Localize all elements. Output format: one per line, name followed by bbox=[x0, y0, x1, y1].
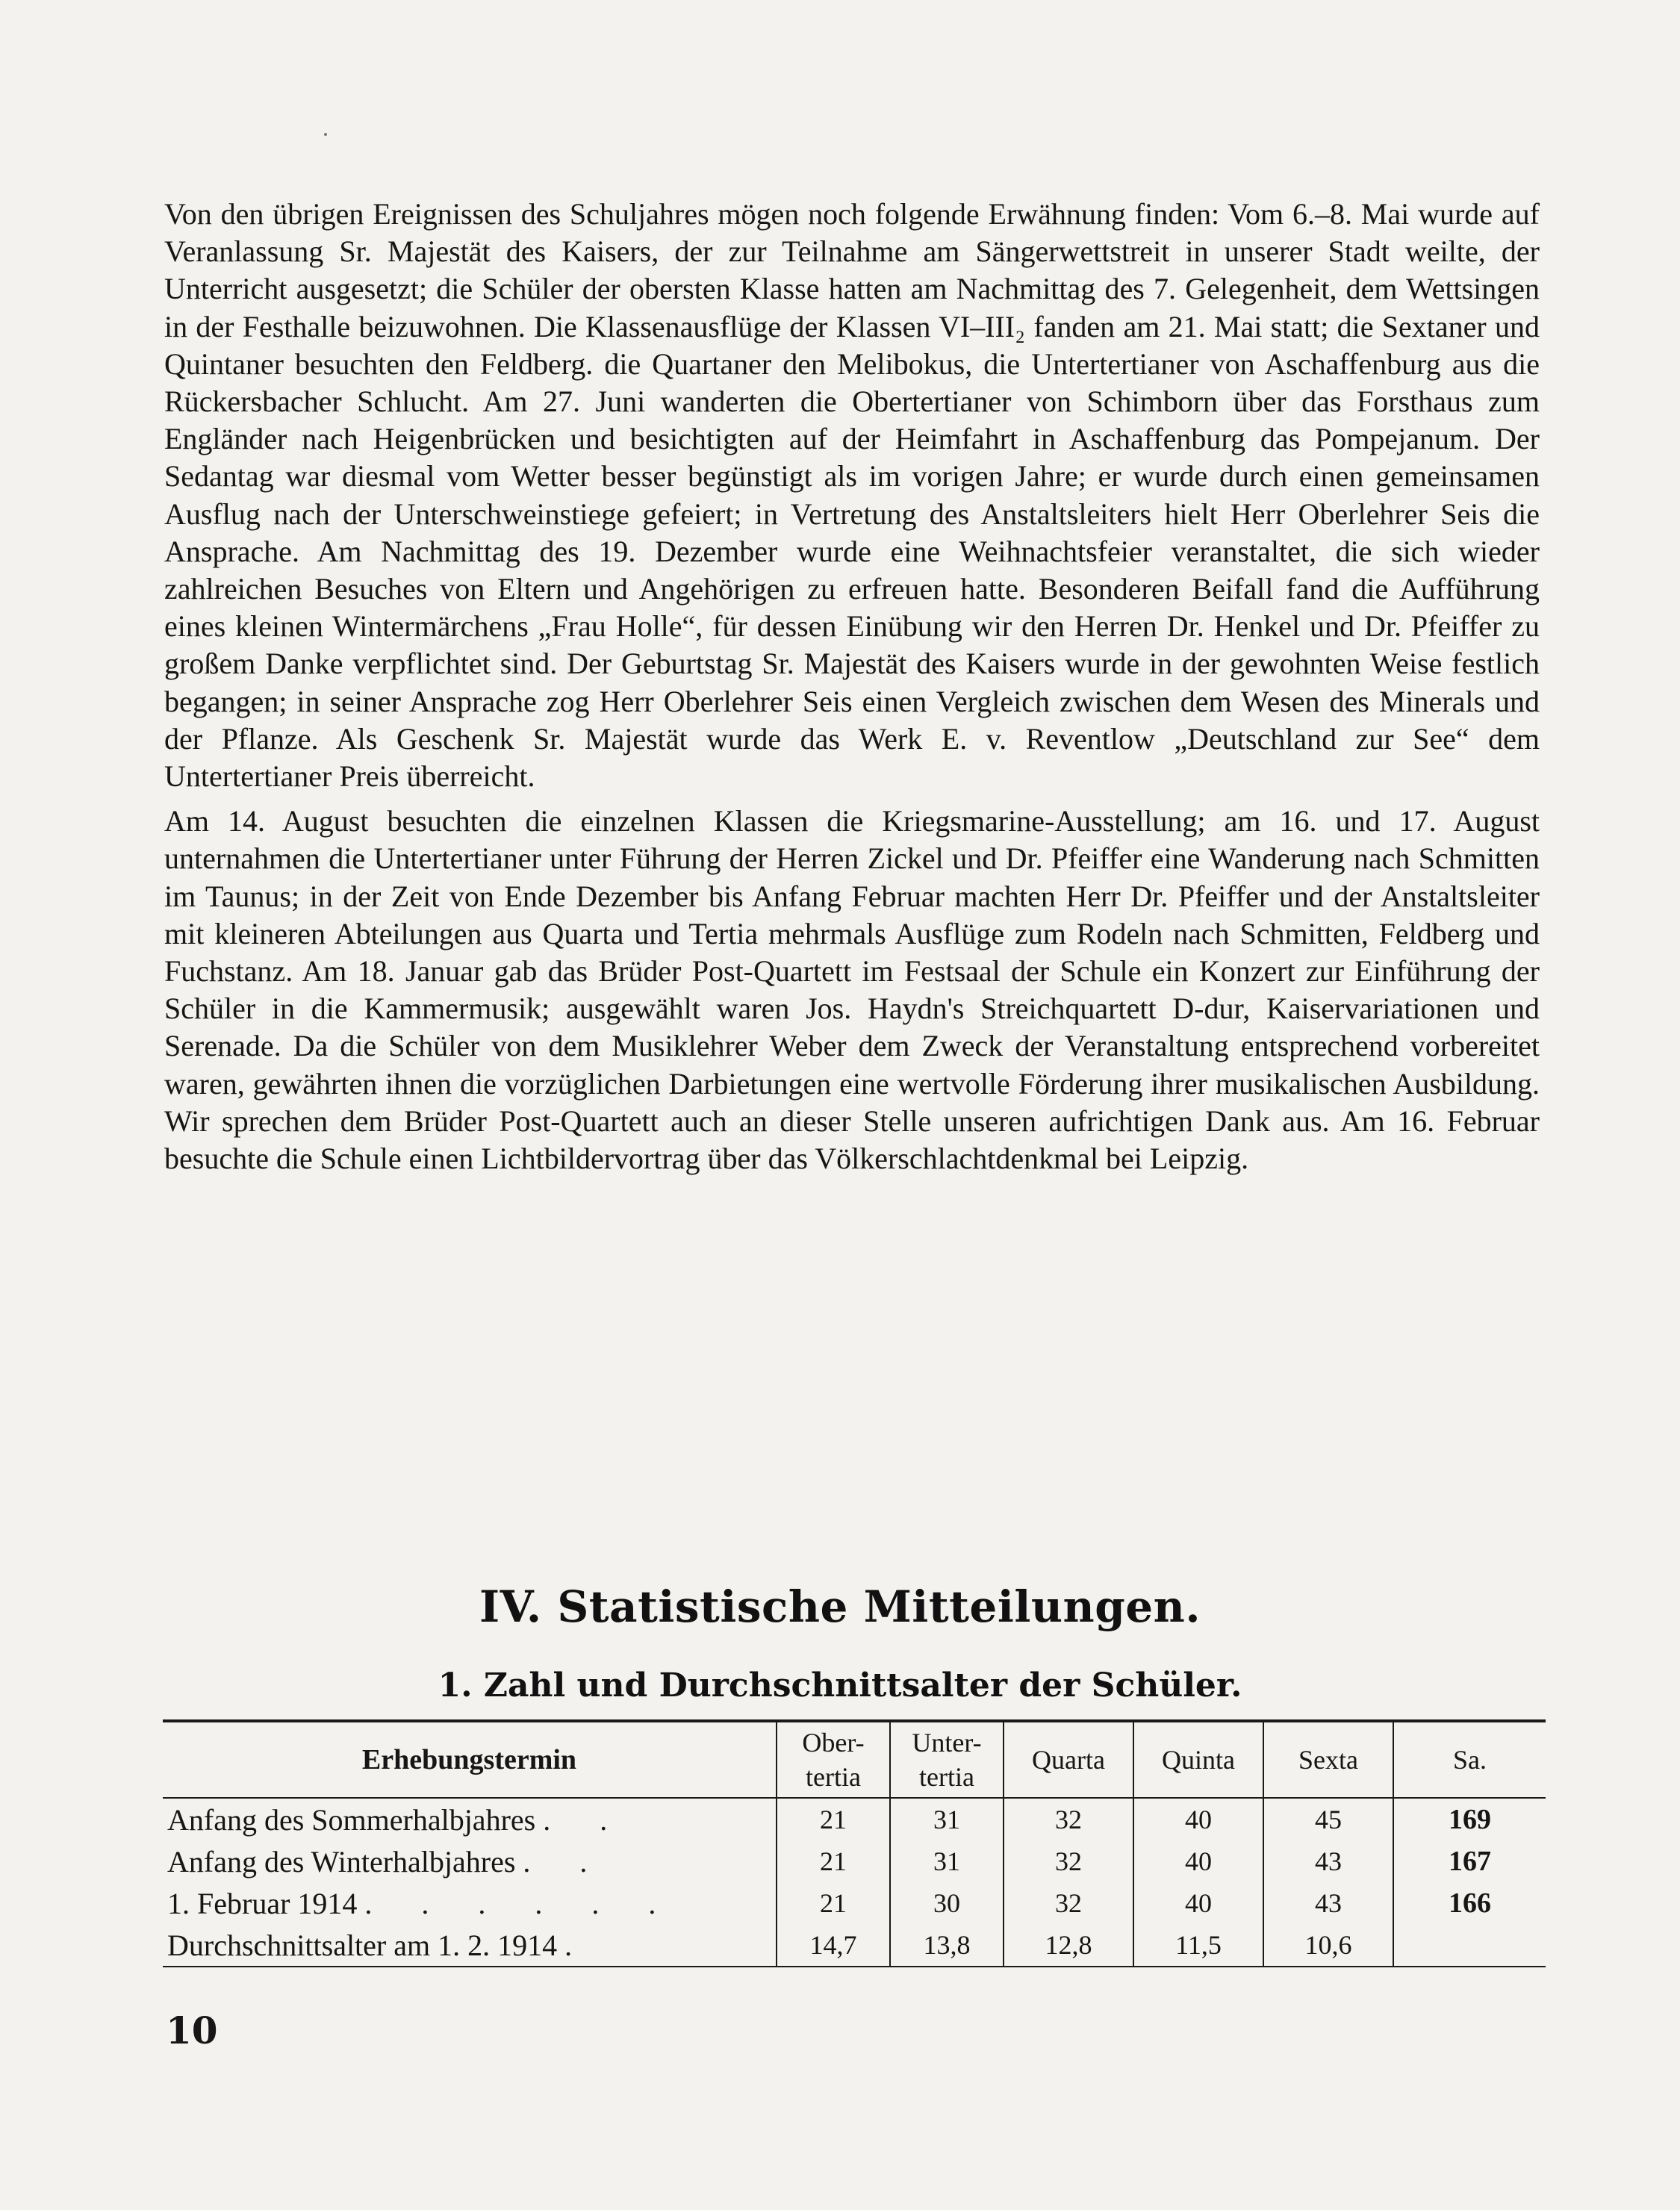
row-label bbox=[163, 1924, 777, 1967]
cell-quinta: 11,5 bbox=[1133, 1924, 1263, 1967]
table-row bbox=[163, 1924, 1546, 1967]
table-header-row bbox=[163, 1721, 1546, 1798]
paragraph-events: Von den übrigen Ereignissen des Schuljahres mögen noch folgende Erwähnung finden: Vom 6.–8. Mai wurde auf Veranlassung Sr. Majestät des Kaisers, der zur Teilnahme am Sängerwettstreit in unserer Stadt weilte, der Unterricht ausgesetzt; die Schüler der obersten Klasse hatten am Nachmittag des 7. Gelegenheit, dem Wettsingen in der Festhalle beizuwohnen. Die Klassenausflüge der Klassen VI–III₂ fanden am 21. Mai statt; die Sextaner und Quintaner besuchten den Feldberg. die Quartaner den Melibokus, die Untertertianer von Aschaffenburg aus die Rückersbacher Schlucht. Am 27. Juni wanderten die Obertertianer von Schimborn über das Forsthaus zum Engländer nach Heigenbrücken und besichtigten auf der Heimfahrt in Aschaffenburg das Pompejanum. Der Sedantag war diesmal vom Wetter besser begünstigt als im vorigen Jahre; er wurde durch einen gemeinsamen Ausflug nach der Unterschweinstiege gefeiert; in Vertretung des Anstaltsleiters hielt Herr Oberlehrer Seis die Ansprache. Am Nachmittag des 19. Dezember wurde eine Weihnachtsfeier veranstaltet, die sich wieder zahlreichen Besuches von Eltern und Angehörigen zu erfreuen hatte. Besonderen Beifall fand die Aufführung eines kleinen Wintermärchens „Frau Holle“, für dessen Einübung wir den Herren Dr. Henkel und Dr. Pfeiffer zu großem Danke verpflichtet sind. Der Geburtstag Sr. Majestät des Kaisers wurde in der gewohnten Weise festlich begangen; in seiner Ansprache zog Herr Oberlehrer Seis einen Vergleich zwischen dem Wesen des Minerals und der Pflanze. Als Geschenk Sr. Majestät wurde das Werk E. v. Reventlow „Deutschland zur See“ dem Untertertianer Preis überreicht. bbox=[164, 197, 1540, 794]
cell-obertertia: 14,7 bbox=[777, 1924, 890, 1967]
cell-sexta: 43 bbox=[1263, 1840, 1393, 1882]
table-row bbox=[163, 1798, 1546, 1840]
cell-sum bbox=[1393, 1924, 1546, 1967]
row-label-text: Durchschnittsalter am 1. 2. 1914 bbox=[167, 1928, 558, 1962]
header-quarta: Quarta bbox=[1004, 1721, 1133, 1798]
header-sexta: Sexta bbox=[1263, 1721, 1393, 1798]
statistics-table bbox=[163, 1719, 1546, 1967]
leader-dots: . . . . . . bbox=[364, 1886, 677, 1920]
cell-quarta: 32 bbox=[1004, 1882, 1133, 1924]
paragraph-excursions: Am 14. August besuchten die einzelnen Klassen die Kriegsmarine-Ausstellung; am 16. und 17. August unternahmen die Untertertianer unter Führung der Herren Zickel und Dr. Pfeiffer eine Wanderung nach Schmitten im Taunus; in der Zeit von Ende Dezember bis Anfang Februar machten Herr Dr. Pfeiffer und der Anstaltsleiter mit kleineren Abteilungen aus Quarta und Tertia mehrmals Ausflüge zum Rodeln nach Schmitten, Feldberg und Fuchstanz. Am 18. Januar gab das Brüder Post-Quartett im Festsaal der Schule ein Konzert zur Einführung der Schüler in die Kammermusik; ausgewählt waren Jos. Haydn's Streichquartett D-dur, Kaiservariationen und Serenade. Da die Schüler von dem Musiklehrer Weber dem Zweck der Veranstaltung entsprechend vorbereitet waren, gewährten ihnen die vorzüglichen Darbietungen eine wertvolle Förderung ihrer musikalischen Ausbildung. Wir sprechen dem Brüder Post-Quartett auch an dieser Stelle unseren aufrichtigen Dank aus. Am 16. Februar besuchte die Schule einen Lichtbildervortrag über das Völkerschlachtdenkmal bei Leipzig. bbox=[164, 804, 1540, 1176]
cell-untertertia: 31 bbox=[890, 1840, 1004, 1882]
row-label-text: Anfang des Winterhalbjahres bbox=[167, 1844, 516, 1878]
cell-quinta: 40 bbox=[1133, 1882, 1263, 1924]
cell-quinta: 40 bbox=[1133, 1798, 1263, 1840]
cell-sexta: 10,6 bbox=[1263, 1924, 1393, 1967]
section-subtitle: 1. Zahl und Durchschnittsalter der Schüler. bbox=[438, 1666, 1242, 1705]
cell-obertertia: 21 bbox=[777, 1840, 890, 1882]
table-row bbox=[163, 1840, 1546, 1882]
leader-dots: . bbox=[564, 1928, 594, 1962]
cell-quarta: 32 bbox=[1004, 1798, 1133, 1840]
cell-untertertia: 31 bbox=[890, 1798, 1004, 1840]
row-label bbox=[163, 1798, 777, 1840]
header-erhebungstermin: Erhebungstermin bbox=[361, 1744, 577, 1775]
cell-untertertia: 13,8 bbox=[890, 1924, 1004, 1967]
cell-untertertia: 30 bbox=[890, 1882, 1004, 1924]
row-label-text: 1. Februar 1914 bbox=[167, 1886, 358, 1920]
row-label-text: Anfang des Sommerhalbjahres bbox=[167, 1802, 536, 1837]
cell-sum: 166 bbox=[1393, 1882, 1546, 1924]
print-speck bbox=[324, 133, 327, 136]
cell-quarta: 32 bbox=[1004, 1840, 1133, 1882]
cell-obertertia: 21 bbox=[777, 1882, 890, 1924]
cell-quinta: 40 bbox=[1133, 1840, 1263, 1882]
body-text bbox=[164, 196, 1540, 1177]
leader-dots: . . bbox=[523, 1844, 609, 1878]
section-title: IV. Statistische Mitteilungen. bbox=[479, 1581, 1201, 1632]
header-untertertia-text: Unter- tertia bbox=[912, 1728, 982, 1792]
cell-sum: 167 bbox=[1393, 1840, 1546, 1882]
leader-dots: . . bbox=[543, 1802, 629, 1837]
cell-quarta: 12,8 bbox=[1004, 1924, 1133, 1967]
header-quinta: Quinta bbox=[1133, 1721, 1263, 1798]
row-label bbox=[163, 1840, 777, 1882]
header-obertertia-text: Ober- tertia bbox=[802, 1728, 865, 1792]
row-label bbox=[163, 1882, 777, 1924]
cell-sum: 169 bbox=[1393, 1798, 1546, 1840]
header-obertertia bbox=[777, 1721, 890, 1798]
header-untertertia bbox=[890, 1721, 1004, 1798]
header-sum: Sa. bbox=[1393, 1721, 1546, 1798]
cell-sexta: 43 bbox=[1263, 1882, 1393, 1924]
cell-sexta: 45 bbox=[1263, 1798, 1393, 1840]
table-row bbox=[163, 1882, 1546, 1924]
page-number: 10 bbox=[166, 2008, 218, 2052]
cell-obertertia: 21 bbox=[777, 1798, 890, 1840]
